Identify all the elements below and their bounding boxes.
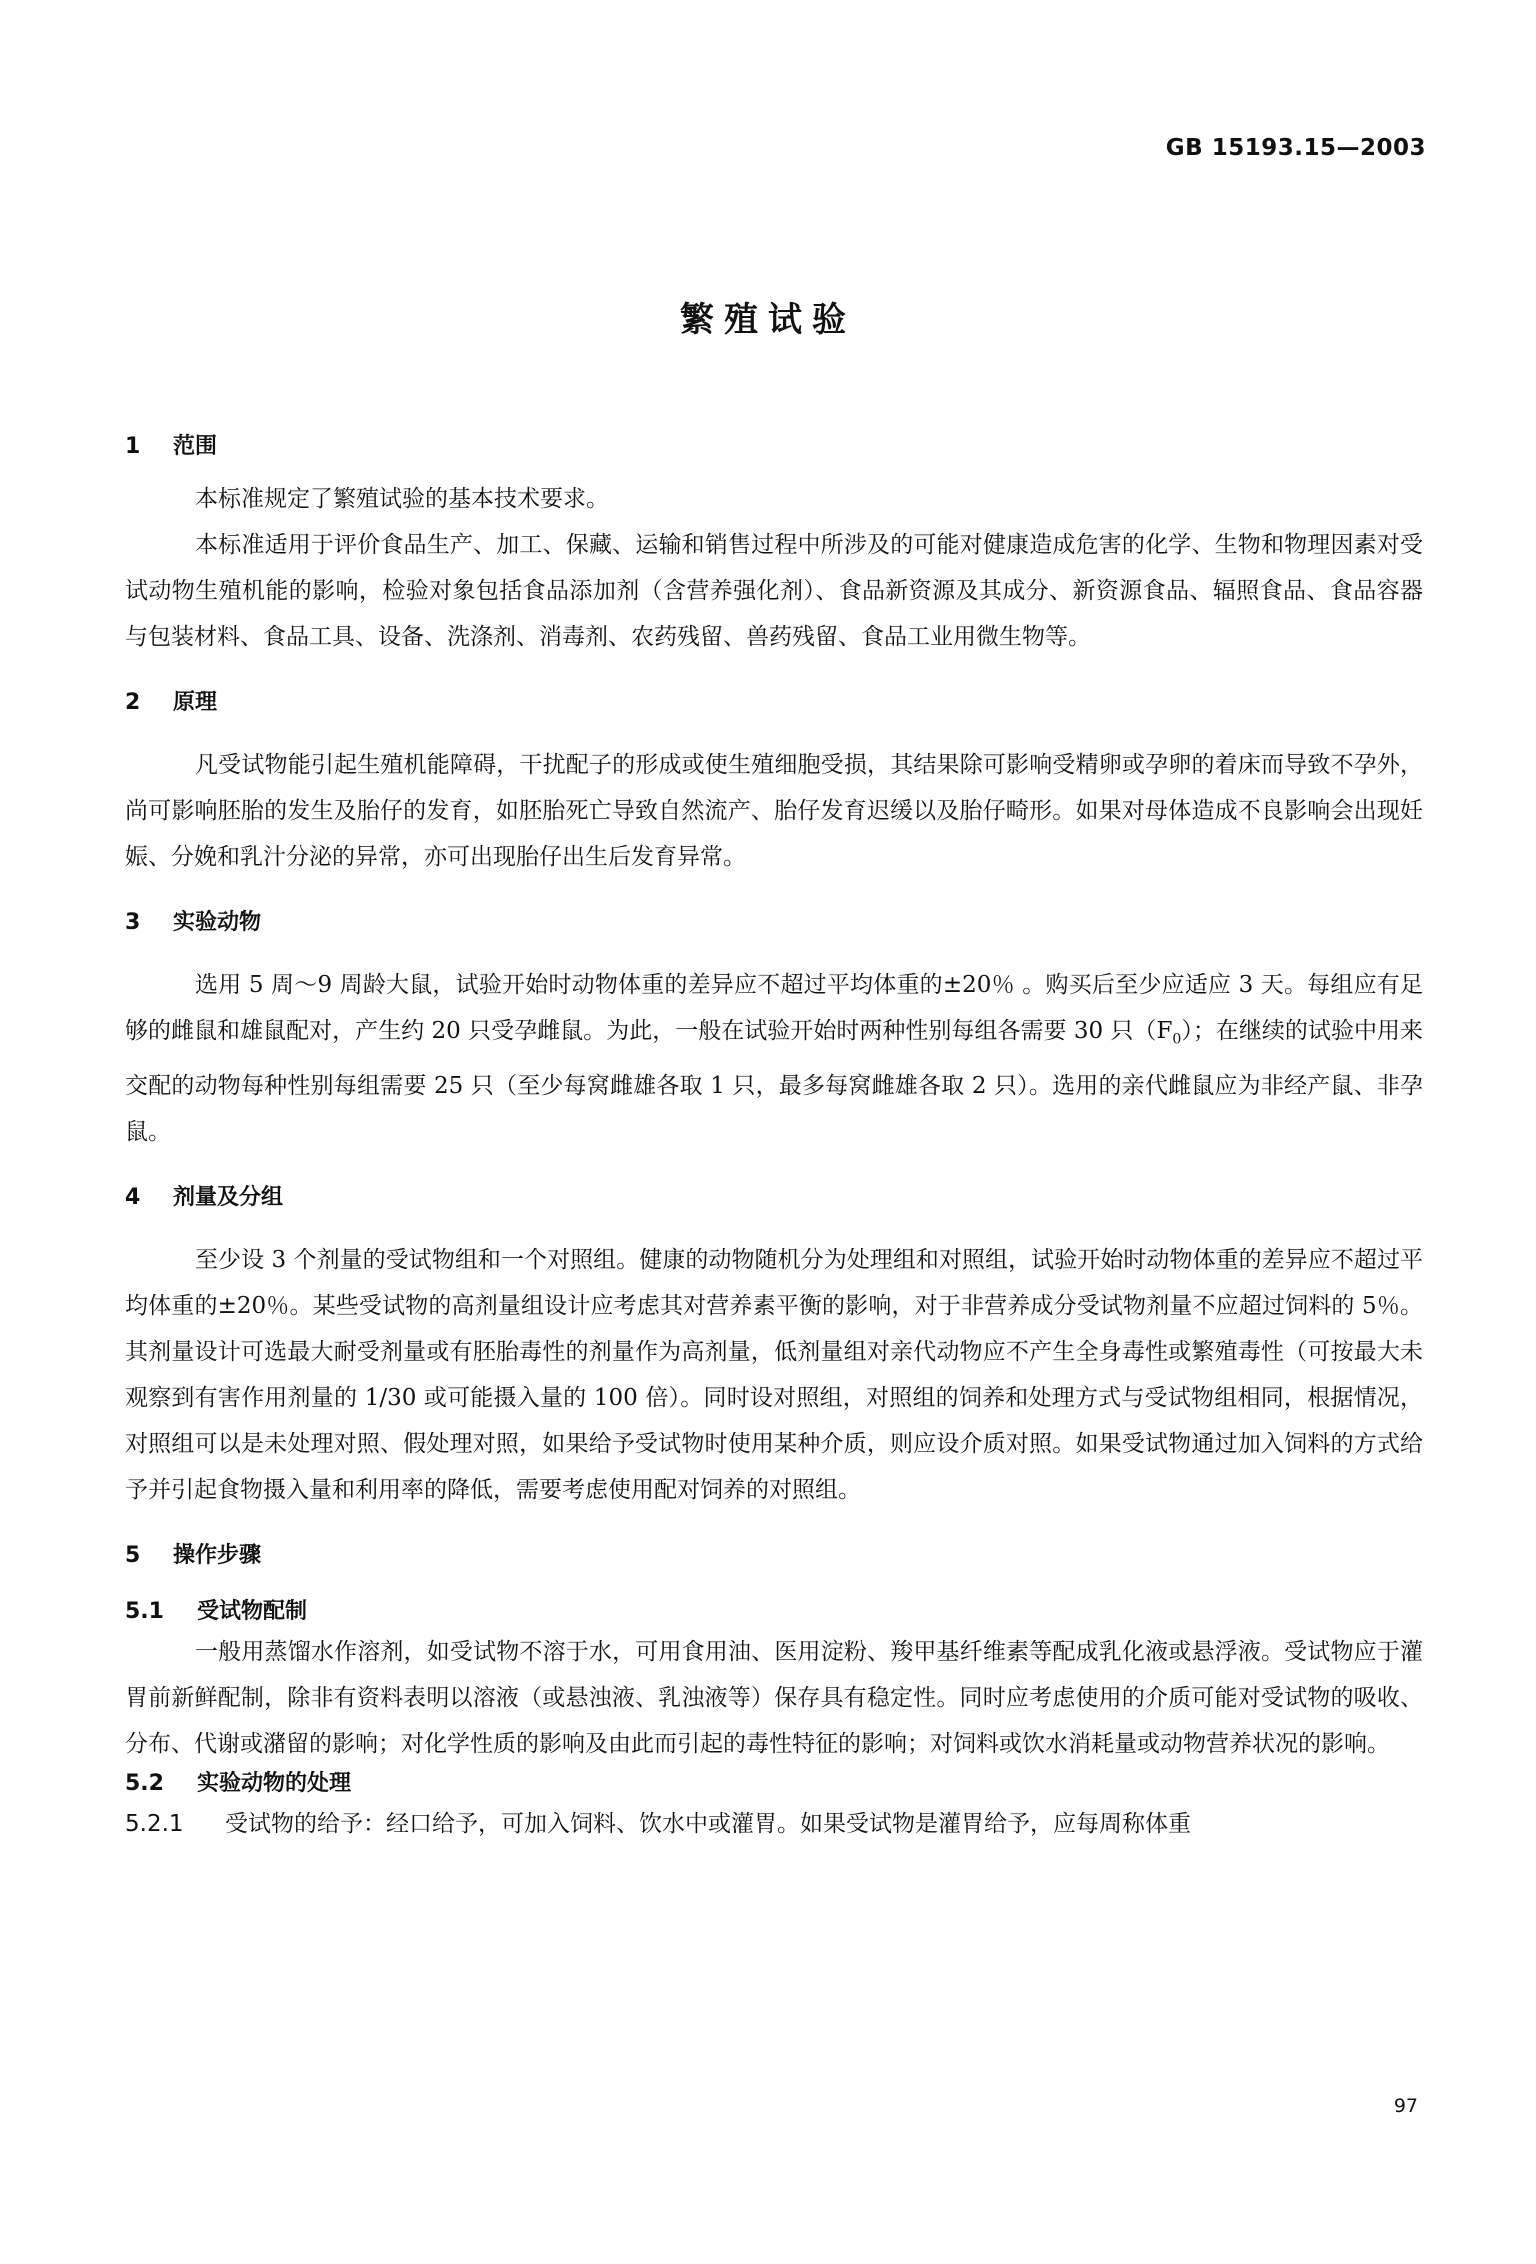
page-number: 97 — [1393, 2095, 1418, 2117]
paragraph: 一般用蒸馏水作溶剂，如受试物不溶于水，可用食用油、医用淀粉、羧甲基纤维素等配成乳化液或悬浮液。受试物应于灌胃前新鲜配制，除非有资料表明以溶液（或悬浊液、乳浊液等）保存具有稳定性。同时应考虑使用的介质可能对受试物的吸收、分布、代谢或潴留的影响；对化学性质的影响及由此而引起的毒性特征的影响；对饲料或饮水消耗量或动物营养状况的影响。 — [125, 1638, 1423, 1757]
standard-code: GB 15193.15—2003 — [1165, 135, 1426, 161]
section-number: 5.1 — [125, 1598, 164, 1624]
page-title: 繁殖试验 — [680, 300, 856, 340]
section-title: 实验动物的处理 — [197, 1770, 352, 1796]
section-number: 3 — [125, 910, 141, 935]
clause-number: 5.2.1 — [125, 1810, 184, 1837]
section-number: 2 — [125, 690, 141, 715]
paragraph: 凡受试物能引起生殖机能障碍，干扰配子的形成或使生殖细胞受损，其结果除可影响受精卵或孕卵的着床而导致不孕外，尚可影响胚胎的发生及胎仔的发育，如胚胎死亡导致自然流产、胎仔发育迟缓以及胎仔畸形。如果对母体造成不良影响会出现妊娠、分娩和乳汁分泌的异常，亦可出现胎仔出生后发育异常。 — [125, 752, 1423, 870]
subsection-heading-5-2 — [125, 1767, 1423, 1801]
clause-5-2-1 — [125, 1801, 1423, 1847]
text-run: ）；在继续的试验中用来交配的动物每种性别每组需要 25 只（至少每窝雌雄各取 1 只，最多每窝雌雄各取 2 只）。选用的亲代雌鼠应为非经产鼠、非孕鼠。 — [125, 1018, 1423, 1145]
section-number: 5.2 — [125, 1770, 164, 1796]
paragraph — [125, 962, 1423, 1155]
section-number: 4 — [125, 1184, 141, 1210]
section-title: 原理 — [173, 690, 218, 715]
section-heading-4 — [125, 1181, 1423, 1215]
paragraph: 本标准规定了繁殖试验的基本技术要求。 — [195, 486, 609, 512]
section-heading-3 — [125, 906, 1423, 940]
section-heading-5 — [125, 1539, 1423, 1573]
paragraph: 至少设 3 个剂量的受试物组和一个对照组。健康的动物随机分为处理组和对照组，试验开始时动物体重的差异应不超过平均体重的±20％。某些受试物的高剂量组设计应考虑其对营养素平衡的影响，对于非营养成分受试物剂量不应超过饲料的 5％。其剂量设计可选最大耐受剂量或有胚胎毒性的剂量作为高剂量，低剂量组对亲代动物应不产生全身毒性或繁殖毒性（可按最大未观察到有害作用剂量的 1/30 或可能摄入量的 100 倍）。同时设对照组，对照组的饲养和处理方式与受试物组相同，根据情况，对照组可以是未处理对照、假处理对照，如果给予受试物时使用某种介质，则应设介质对照。如果受试物通过加入饲料的方式给予并引起食物摄入量和利用率的降低，需要考虑使用配对饲养的对照组。 — [125, 1246, 1423, 1503]
subscript: 0 — [1172, 1031, 1182, 1048]
section-title: 操作步骤 — [173, 1542, 262, 1568]
text-run: 选用 5 周～9 周龄大鼠，试验开始时动物体重的差异应不超过平均体重的±20％ 。购买后至少应适应 3 天。每组应有足够的雌鼠和雄鼠配对，产生约 20 只受孕雌鼠。为此，一般在试验开始时两种性别每组各需要 30 只（F — [125, 972, 1423, 1044]
section-heading-1 — [125, 430, 1423, 464]
subsection-heading-5-1 — [125, 1595, 1423, 1629]
section-number: 1 — [125, 434, 141, 459]
section-title: 实验动物 — [173, 910, 262, 935]
section-title: 剂量及分组 — [173, 1184, 284, 1210]
document-body — [125, 430, 1423, 1847]
section-title: 受试物配制 — [197, 1598, 308, 1624]
section-title: 范围 — [173, 434, 218, 459]
section-number: 5 — [125, 1542, 141, 1568]
clause-text: 受试物的给予：经口给予，可加入饲料、饮水中或灌胃。如果受试物是灌胃给予，应每周称体重 — [225, 1810, 1191, 1837]
section-heading-2 — [125, 686, 1423, 720]
paragraph: 本标准适用于评价食品生产、加工、保藏、运输和销售过程中所涉及的可能对健康造成危害的化学、生物和物理因素对受试动物生殖机能的影响，检验对象包括食品添加剂（含营养强化剂）、食品新资源及其成分、新资源食品、辐照食品、食品容器与包装材料、食品工具、设备、洗涤剂、消毒剂、农药残留、兽药残留、食品工业用微生物等。 — [125, 532, 1423, 650]
